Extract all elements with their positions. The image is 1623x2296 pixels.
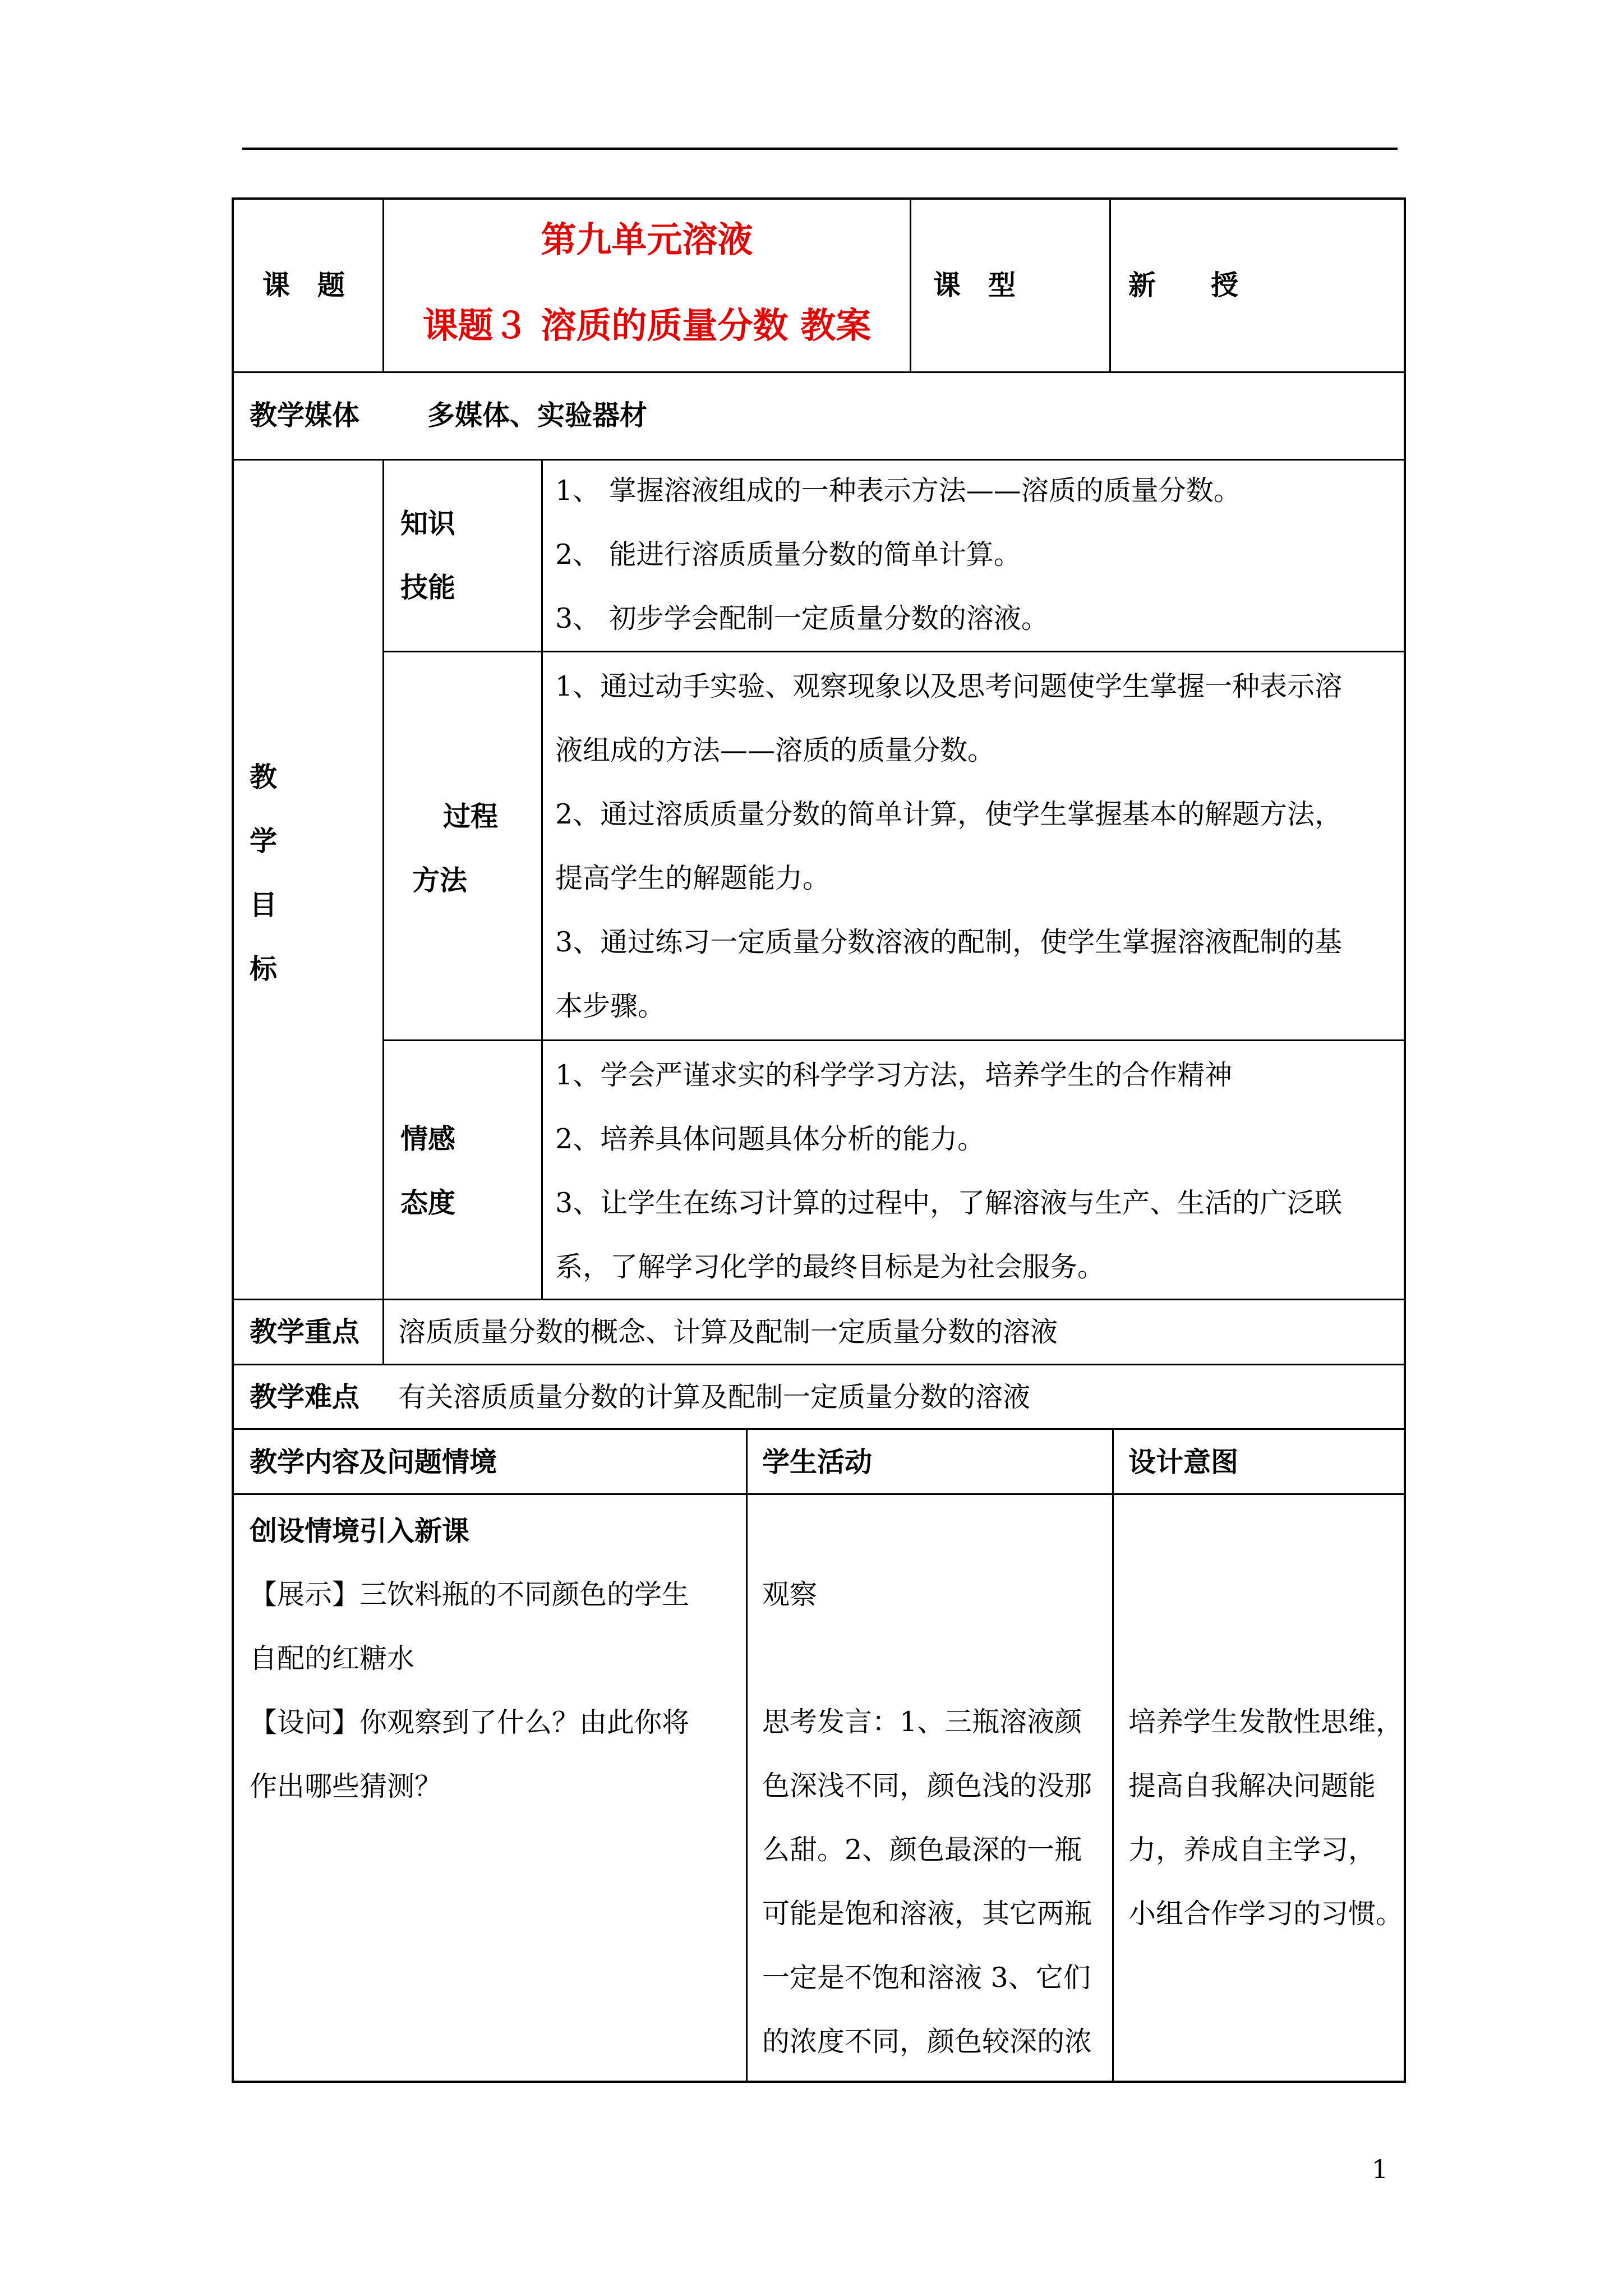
student-cell: 思考发言：1、三瓶溶液颜 色深浅不同，颜色浅的没那 么甜。2、颜色最深的一瓶 可能是饱和溶液，其它两瓶 一定是不饱和溶液 3、它们 的浓度不同，颜色较深的浓 xyxy=(762,1706,1092,2058)
column-line xyxy=(382,459,384,1364)
table-border-top xyxy=(232,197,1406,200)
row-line xyxy=(232,371,1406,373)
column-line xyxy=(910,197,911,373)
goal-emotion-items: 1、学会严谨求实的科学学习方法，培养学生的合作精神 2、培养具体问题具体分析的能力。 3、让学生在练习计算的过程中，了解溶液与生产、生活的广泛联 系，了解学习化学的最终目标是为社会服务。 xyxy=(555,1059,1343,1283)
student-observe: 观察 xyxy=(762,1579,818,1611)
difficulty-label: 教学难点 xyxy=(250,1381,360,1413)
column-line xyxy=(541,459,543,1300)
column-header-intent: 设计意图 xyxy=(1128,1446,1239,1478)
difficulty-value: 有关溶质质量分数的计算及配制一定质量分数的溶液 xyxy=(398,1381,1031,1413)
media-label: 教学媒体 xyxy=(250,399,360,431)
row-line xyxy=(382,1039,1406,1041)
intent-cell: 培养学生发散性思维， 提高自我解决问题能 力，养成自主学习， 小组合作学习的习惯。 xyxy=(1128,1706,1404,1930)
goal-knowledge-label: 知识 技能 xyxy=(400,507,456,604)
row-line xyxy=(232,1493,1406,1495)
lesson-topic-title: 课题３ 溶质的质量分数 教案 xyxy=(422,305,872,346)
type-label: 课 型 xyxy=(933,269,1016,301)
table-border-left xyxy=(232,197,234,2083)
column-line xyxy=(746,1428,748,2082)
page-number: 1 xyxy=(1372,2154,1389,2184)
topic-label: 课 题 xyxy=(262,269,345,301)
media-value: 多媒体、实验器材 xyxy=(427,399,648,431)
header-rule xyxy=(242,148,1398,150)
type-value: 新 授 xyxy=(1128,269,1239,301)
key-point-value: 溶质质量分数的概念、计算及配制一定质量分数的溶液 xyxy=(398,1316,1058,1348)
goals-label: 教 学 目 标 xyxy=(250,761,278,985)
lesson-unit-title: 第九单元溶液 xyxy=(541,219,753,260)
row-line xyxy=(382,651,1406,652)
column-header-content: 教学内容及问题情境 xyxy=(250,1446,497,1478)
goal-knowledge-items: 1、 掌握溶液组成的一种表示方法——溶质的质量分数。 2、 能进行溶质质量分数的简单计算。 3、 初步学会配制一定质量分数的溶液。 xyxy=(555,475,1241,634)
row-line xyxy=(232,1364,1406,1365)
content-heading: 创设情境引入新课 xyxy=(250,1515,470,1547)
table-border-right xyxy=(1404,197,1406,2083)
column-header-student: 学生活动 xyxy=(762,1446,873,1478)
row-line xyxy=(232,1428,1406,1430)
column-line xyxy=(1109,197,1111,373)
column-line xyxy=(382,197,384,373)
column-line xyxy=(1112,1428,1114,2082)
goal-emotion-label: 情感 态度 xyxy=(400,1122,456,1219)
goal-process-label: 过程 方法 xyxy=(412,800,499,896)
goal-process-items: 1、通过动手实验、观察现象以及思考问题使学生掌握一种表示溶 液组成的方法——溶质的质量分数。 2、通过溶质质量分数的简单计算，使学生掌握基本的解题方法， 提高学生的解题能力。 3、通过练习一定质量分数溶液的配制，使学生掌握溶液配制的基 本步骤。 xyxy=(555,670,1343,1022)
key-point-label: 教学重点 xyxy=(250,1315,360,1348)
content-cell: 创设情境引入新课 【展示】三饮料瓶的不同颜色的学生 自配的红糖水 【设问】你观察到了什么？由此你将 作出哪些猜测？ xyxy=(250,1499,689,1819)
table-border-bottom xyxy=(232,2081,1406,2083)
